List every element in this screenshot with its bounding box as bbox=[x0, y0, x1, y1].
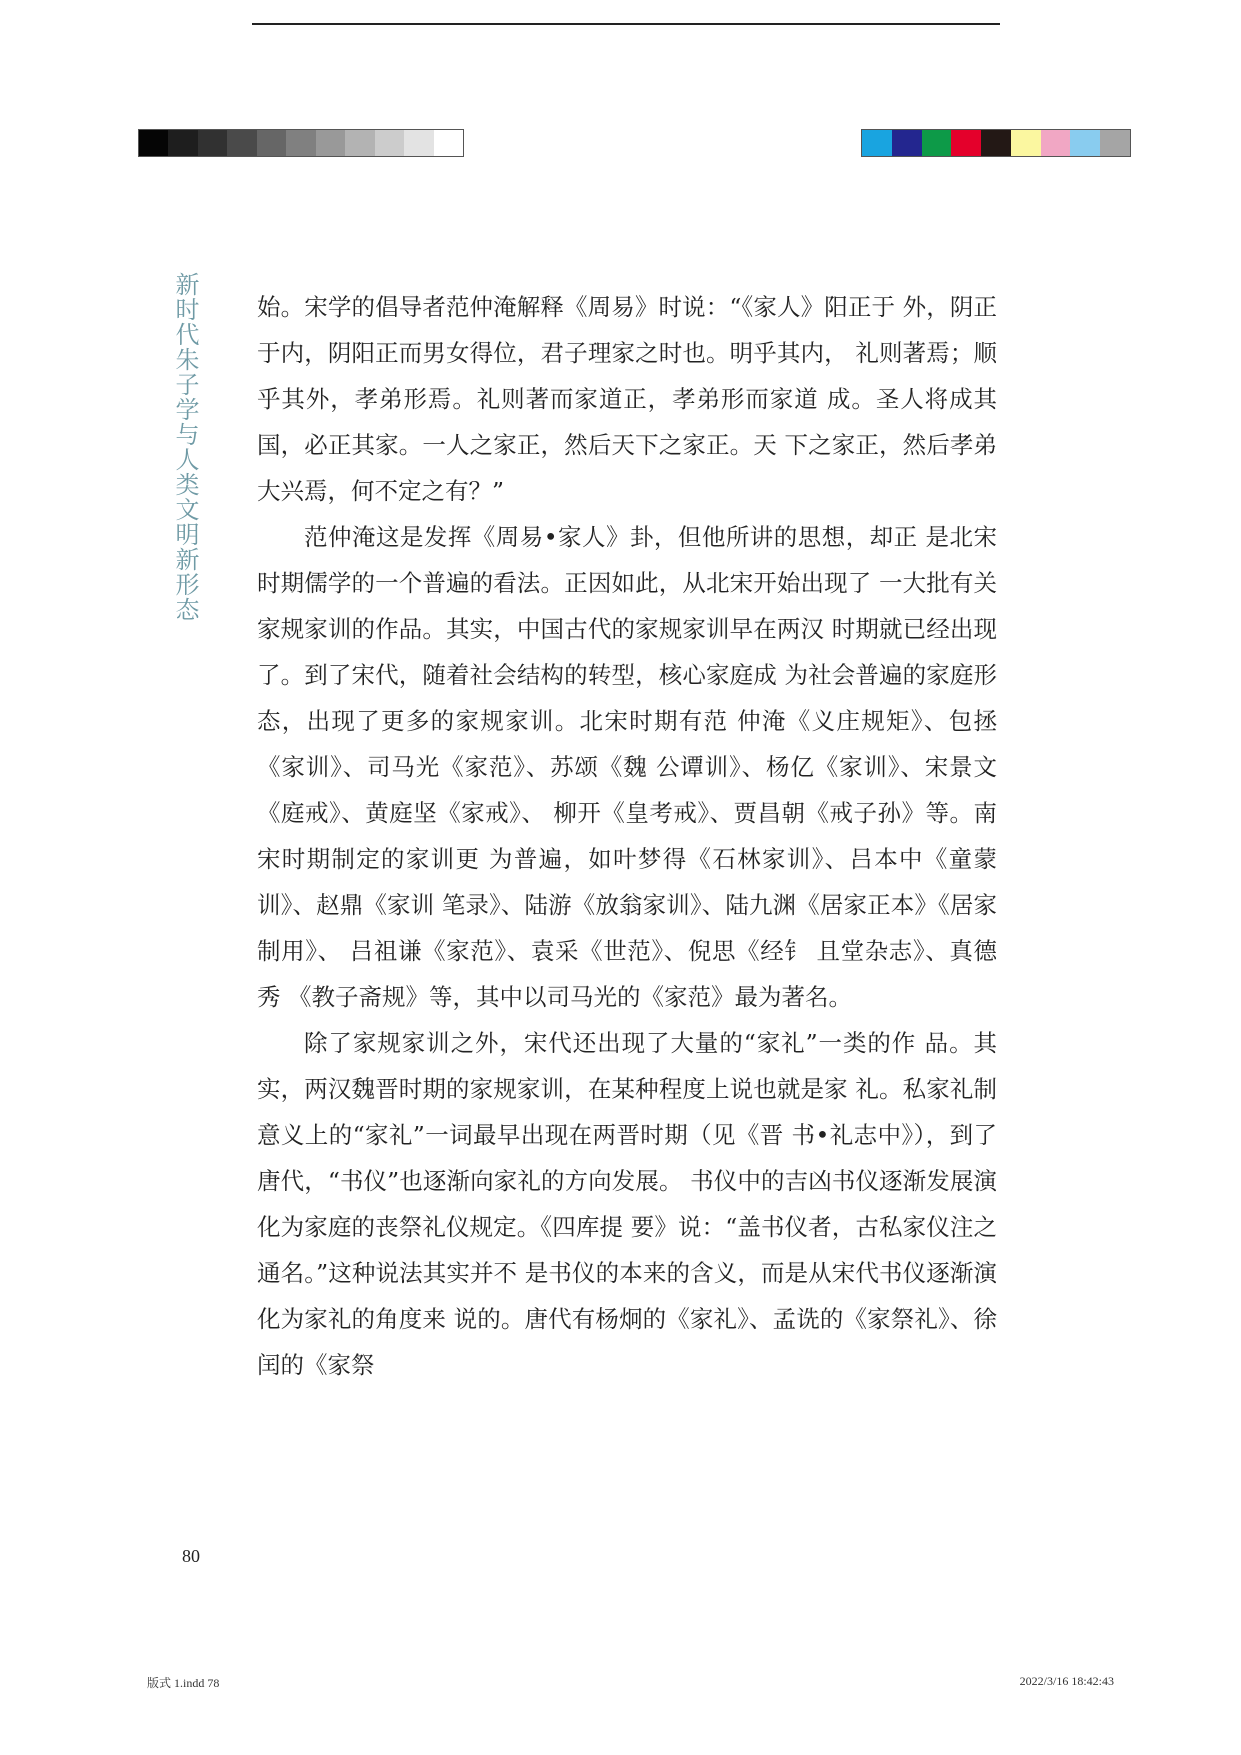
color-swatch bbox=[1070, 130, 1100, 156]
color-swatch bbox=[286, 130, 315, 156]
top-rule bbox=[252, 23, 1000, 25]
color-swatch bbox=[951, 130, 981, 156]
page-number: 80 bbox=[182, 1546, 200, 1566]
color-swatch bbox=[922, 130, 952, 156]
color-swatch bbox=[404, 130, 433, 156]
color-swatch bbox=[375, 130, 404, 156]
color-swatch bbox=[168, 130, 197, 156]
color-swatch bbox=[981, 130, 1011, 156]
color-swatch bbox=[434, 130, 463, 156]
grayscale-calibration-bar bbox=[138, 129, 464, 157]
paragraph: 除了家规家训之外，宋代还出现了大量的“家礼”一类的作 品。其实，两汉魏晋时期的家规家训，在某种程度上说也就是家 礼。私家礼制意义上的“家礼”一词最早出现在两晋时期（见《晋 书•礼志中》），到了唐代，“书仪”也逐渐向家礼的方向发展。 书仪中的吉凶书仪逐渐发展演化为家庭的丧祭礼仪规定。《四库提 要》说：“盖书仪者，古私家仪注之通名。”这种说法其实并不 是书仪的本来的含义，而是从宋代书仪逐渐演化为家礼的角度来 说的。唐代有杨炯的《家礼》、孟诜的《家祭礼》、徐闰的《家祭 bbox=[257, 1029, 997, 1379]
color-swatch bbox=[1011, 130, 1041, 156]
running-title: 新时代朱子学与人类文明新形态 bbox=[171, 272, 199, 622]
body-text bbox=[257, 284, 997, 1388]
paragraph: 范仲淹这是发挥《周易•家人》卦，但他所讲的思想，却正 是北宋时期儒学的一个普遍的看法。正因如此，从北宋开始出现了 一大批有关家规家训的作品。其实，中国古代的家规家训早在两汉 时期就已经出现了。到了宋代，随着社会结构的转型，核心家庭成 为社会普遍的家庭形态，出现了更多的家规家训。北宋时期有范 仲淹《义庄规矩》、包拯《家训》、司马光《家范》、苏颂《魏 公谭训》、杨亿《家训》、宋景文《庭戒》、黄庭坚《家戒》、 柳开《皇考戒》、贾昌朝《戒子孙》等。南宋时期制定的家训更 为普遍，如叶梦得《石林家训》、吕本中《童蒙训》、赵鼎《家训 笔录》、陆游《放翁家训》、陆九渊《居家正本》《居家制用》、 吕祖谦《家范》、袁采《世范》、倪思《经钅 且堂杂志》、真德秀 《教子斋规》等，其中以司马光的《家范》最为著名。 bbox=[257, 523, 997, 1011]
color-swatch bbox=[1041, 130, 1071, 156]
color-swatch bbox=[1100, 130, 1130, 156]
color-swatch bbox=[227, 130, 256, 156]
footer-file-name: 版式 1.indd 78 bbox=[147, 1676, 220, 1690]
color-swatch bbox=[139, 130, 168, 156]
color-swatch bbox=[257, 130, 286, 156]
color-swatch bbox=[892, 130, 922, 156]
footer-timestamp: 2022/3/16 18:42:43 bbox=[1019, 1674, 1114, 1688]
paragraph: 始。宋学的倡导者范仲淹解释《周易》时说：“《家人》阳正于 外，阴正于内，阴阳正而男女得位，君子理家之时也。明乎其内， 礼则著焉；顺乎其外，孝弟形焉。礼则著而家道正，孝弟形而家道 成。圣人将成其国，必正其家。一人之家正，然后天下之家正。天 下之家正，然后孝弟大兴焉，何不定之有？” bbox=[257, 293, 997, 505]
color-calibration-bar bbox=[861, 129, 1131, 157]
color-swatch bbox=[862, 130, 892, 156]
color-swatch bbox=[198, 130, 227, 156]
color-swatch bbox=[345, 130, 374, 156]
color-swatch bbox=[316, 130, 345, 156]
